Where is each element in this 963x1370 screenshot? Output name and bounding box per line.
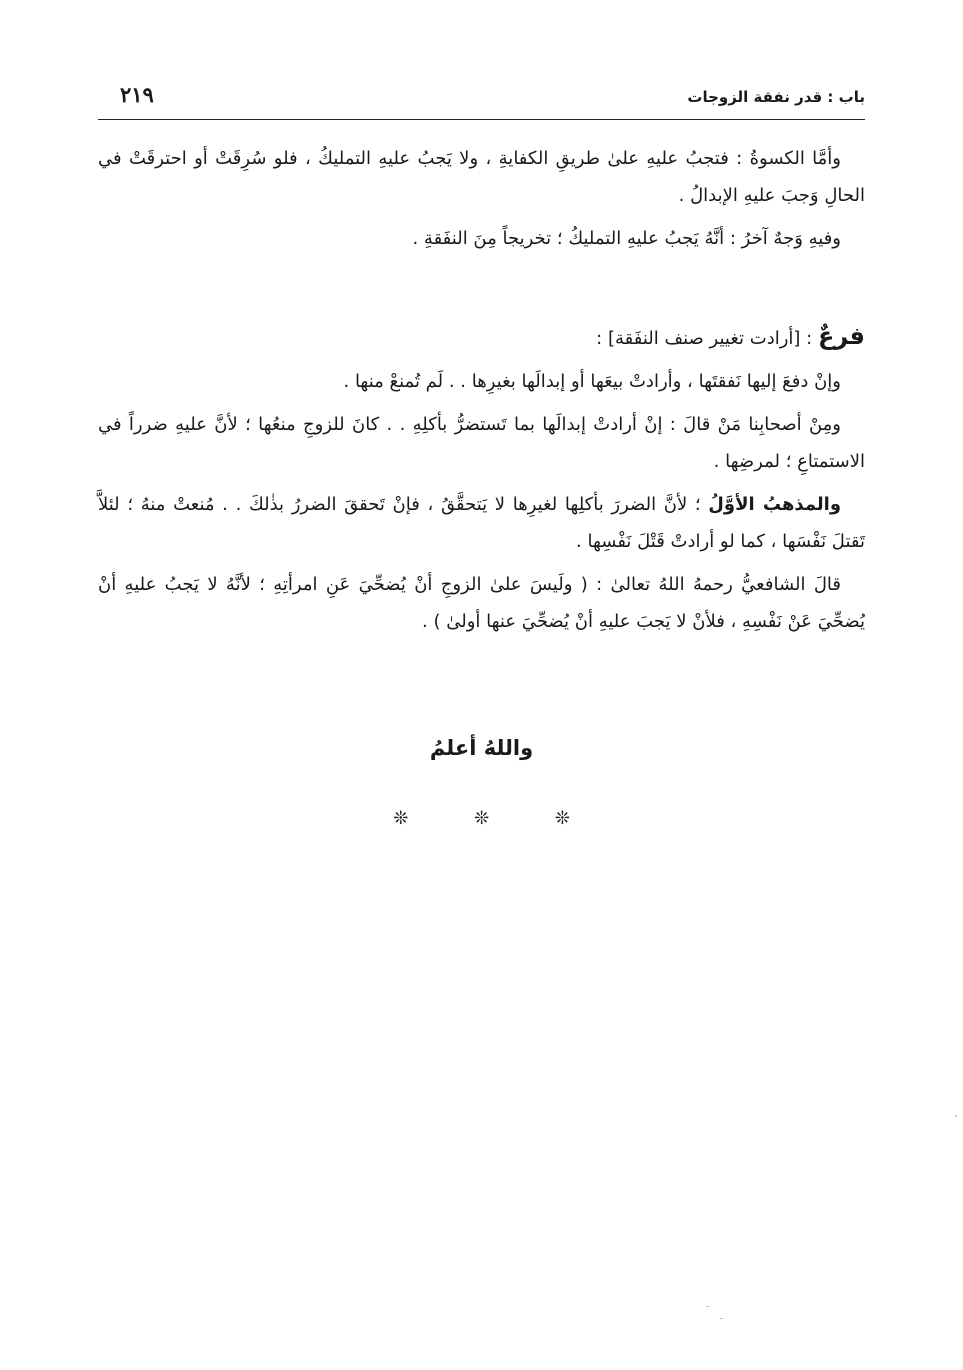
branch-label: فرعٌ (817, 322, 865, 350)
closing-phrase: واللهُ أعلمُ (429, 736, 534, 760)
scan-speck (706, 1306, 709, 1307)
chapter-title: باب : قدر نفقة الزوجات (687, 88, 865, 106)
scan-speck (720, 1318, 723, 1319)
paragraph-companions-view: ومِنْ أصحابِنا مَنْ قالَ : إنْ أرادتْ إبدالَها بما تَستضرُّ بأكلِهِ . . كانَ للزوجِ منعُها ؛ لأنَّ عليهِ ضرراً في الاستمتاعِ ؛ لمرضِها . (98, 414, 865, 472)
paragraph-clothing: وأمَّا الكسوةُ : فتجبُ عليهِ علىٰ طريقِ الكفايةِ ، ولا يَجبُ عليهِ التمليكُ ، فلو سُرِقَتْ أو احترقَتْ في الحالِ وَجبَ عليهِ الإبدالُ . (98, 148, 865, 206)
madhab-rest: ؛ لأنَّ الضررَ بأكلِها لغيرِها لا يَتحقَّقُ ، فإنْ تَحققَ الضررُ بذٰلكَ . . مُنعتْ منهُ ؛ لئلاَّ تَقتلَ نَفْسَها ، كما لو أرادتْ قَتْلَ نَفْسِها . (98, 494, 865, 552)
running-header (98, 82, 865, 112)
body-text (98, 140, 865, 646)
paragraph-madhab (98, 486, 865, 560)
paragraph-shafii-quote: قالَ الشافعيُّ رحمهُ اللهُ تعالىٰ : ( ولَيسَ علىٰ الزوجِ أنْ يُضحِّيَ عَنِ امرأتِهِ ؛ لأنَّهُ لا يَجبُ عليهِ أنْ يُضحِّيَ عَنْ نَفْسِهِ ، فلأنْ لا يَجبَ عليهِ أنْ يُضحِّيَ عنها أولىٰ ) . (98, 574, 865, 632)
scan-speck (955, 1115, 957, 1117)
branch-heading (98, 318, 865, 357)
page-number: ٢١٩ (120, 82, 154, 107)
section-gap (98, 263, 865, 318)
section-separator: ❊ ❊ ❊ (393, 808, 600, 829)
branch-title: : [أرادت تغيير صنف النفَقة] : (596, 328, 818, 349)
madhab-lead: والمذهبُ الأوَّلُ (708, 494, 842, 515)
paragraph-other-view: وفيهِ وَجهٌ آخرُ : أنَّهُ يَجبُ عليهِ التمليكُ ؛ تخريجاً مِنَ النفَقةِ . (412, 228, 841, 249)
header-rule (98, 119, 865, 120)
paragraph-exchange: وإنْ دفعَ إليها نَفقتَها ، وأرادتْ بيعَها أو إبدالَها بغيرِها . . لَم تُمنعْ منها . (343, 371, 841, 392)
